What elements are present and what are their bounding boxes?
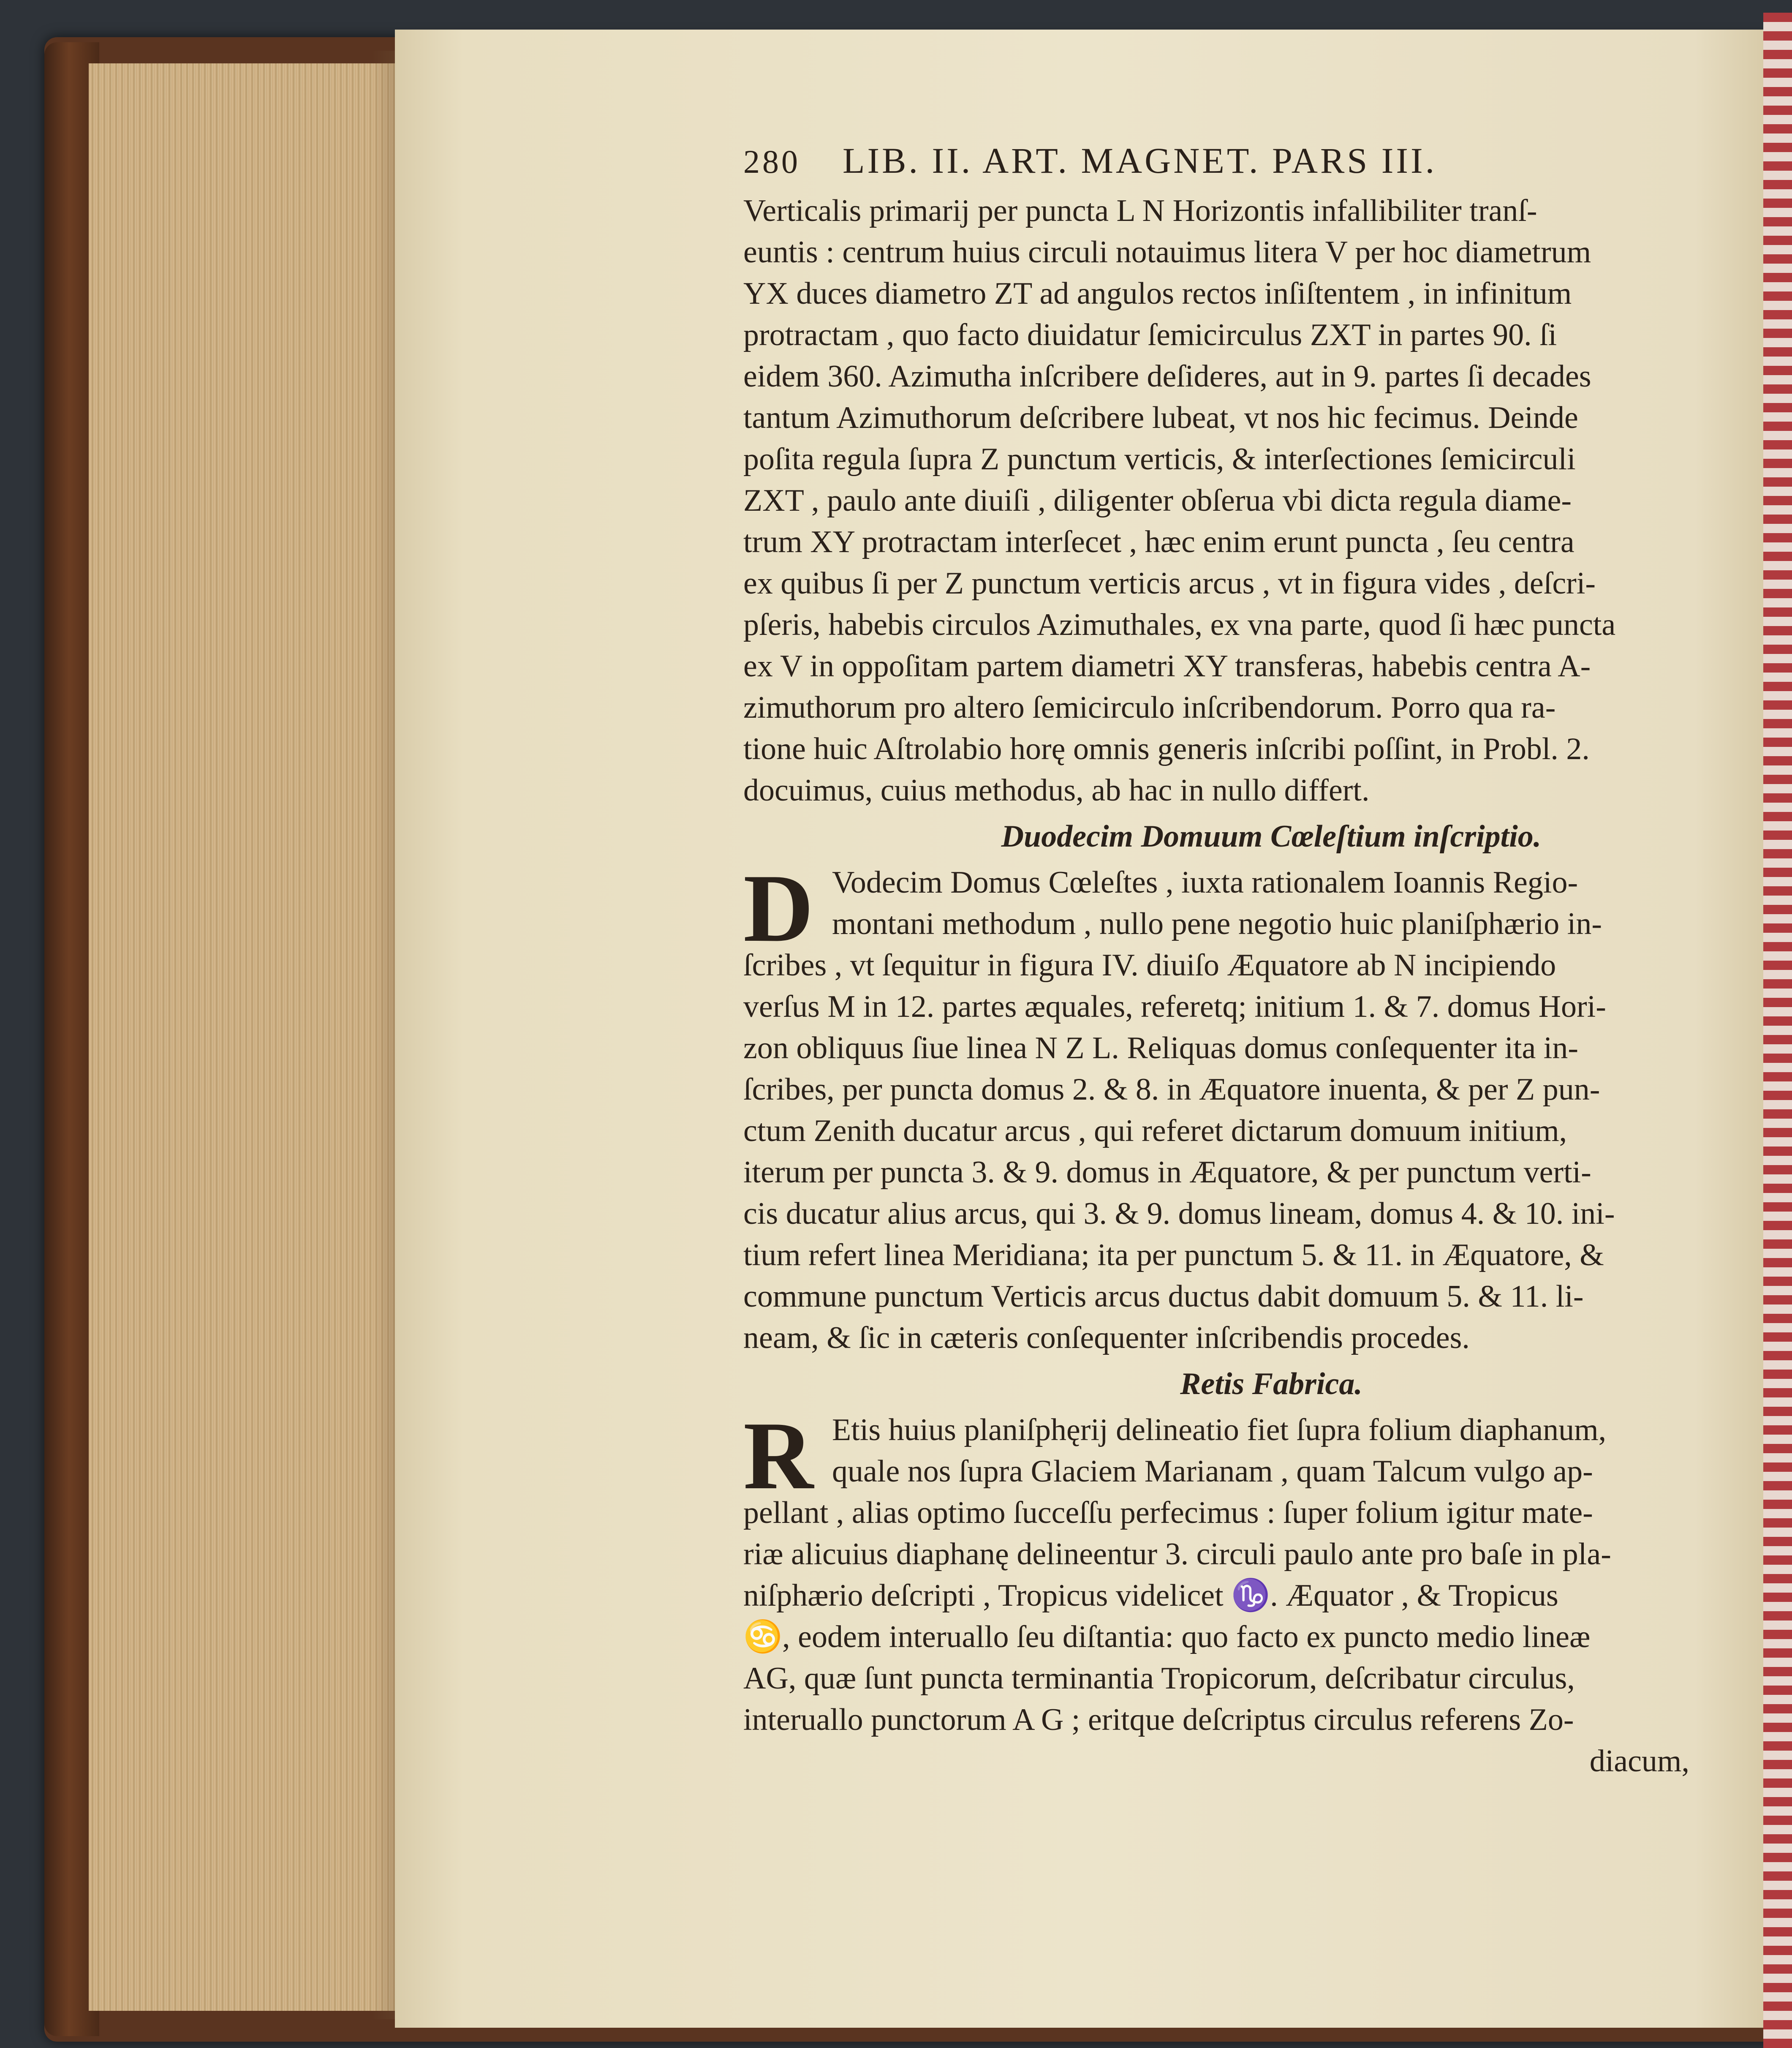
paragraph-1 <box>743 190 1715 811</box>
text-line: ex V in oppoſitam partem diametri XY transferas, habebis centra A- <box>743 649 1591 684</box>
text-line: montani methodum , nullo pene negotio huic planiſphærio in- <box>832 907 1602 941</box>
text-line: quale nos ſupra Glaciem Marianam , quam Talcum vulgo ap- <box>832 1454 1593 1489</box>
text-line: verſus M in 12. partes æquales, referetq; initium 1. & 7. domus Hori- <box>743 989 1606 1024</box>
facing-page-edge <box>1763 13 1792 2048</box>
text-line: euntis : centrum huius circuli notauimus litera V per hoc diametrum <box>743 235 1591 270</box>
text-line: AG, quæ ſunt puncta terminantia Tropicorum, deſcribatur circulus, <box>743 1661 1575 1696</box>
text-line: riæ alicuius diaphanę delineentur 3. circuli paulo ante pro baſe in pla- <box>743 1537 1611 1571</box>
text-line: ſcribes, per puncta domus 2. & 8. in Æquatore inuenta, & per Z pun- <box>743 1072 1600 1107</box>
catchword: diacum, <box>1589 1744 1689 1778</box>
text-line: YX duces diametro ZT ad angulos rectos inſiſtentem , in infinitum <box>743 276 1572 311</box>
text-line: tantum Azimuthorum deſcribere lubeat, vt nos hic fecimus. Deinde <box>743 400 1578 435</box>
text-line: eidem 360. Azimutha inſcribere deſideres, aut in 9. partes ſi decades <box>743 359 1591 394</box>
paragraph-2 <box>743 854 1715 1359</box>
page-number: 280 <box>743 143 800 180</box>
text-line: ſcribes , vt ſequitur in figura IV. diuiſo Æquatore ab N incipiendo <box>743 948 1556 983</box>
section-heading-domuum: Duodecim Domuum Cœleſtium inſcriptio. <box>1001 819 1542 854</box>
running-head-title: LIB. II. ART. MAGNET. PARS III. <box>843 140 1437 181</box>
text-line: zon obliquus ſiue linea N Z L. Reliquas domus conſequenter ita in- <box>743 1031 1579 1065</box>
text-line: Etis huius planiſphęrij delineatio fiet ſupra folium diaphanum, <box>832 1413 1607 1447</box>
text-line: docuimus, cuius methodus, ab hac in nullo differt. <box>743 773 1370 808</box>
text-line: pſeris, habebis circulos Azimuthales, ex vna parte, quod ſi hæc puncta <box>743 607 1616 642</box>
text-line: pellant , alias optimo ſucceſſu perfecimus : ſuper folium igitur mate- <box>743 1495 1593 1530</box>
drop-cap-d: D <box>743 854 814 962</box>
text-line: cis ducatur alius arcus, qui 3. & 9. domus lineam, domus 4. & 10. ini- <box>743 1196 1615 1231</box>
text-line: neam, & ſic in cæteris conſequenter inſcribendis procedes. <box>743 1321 1470 1355</box>
page-block-edges <box>89 63 406 2011</box>
text-line: tium refert linea Meridiana; ita per punctum 5. & 11. in Æquatore, & <box>743 1238 1604 1272</box>
text-line: zimuthorum pro altero ſemicirculo inſcribendorum. Porro qua ra- <box>743 690 1556 725</box>
text-line: ex quibus ſi per Z punctum verticis arcus , vt in figura vides , deſcri- <box>743 566 1596 601</box>
text-line: ZXT , paulo ante diuiſi , diligenter obſerua vbi dicta regula diame- <box>743 483 1572 518</box>
text-line: protractam , quo facto diuidatur ſemicirculus ZXT in partes 90. ſi <box>743 318 1557 352</box>
running-head <box>743 139 1715 190</box>
text-line: trum XY protractam interſecet , hæc enim erunt puncta , ſeu centra <box>743 525 1574 559</box>
text-line: ctum Zenith ducatur arcus , qui referet dictarum domuum initium, <box>743 1114 1567 1148</box>
text-line: Vodecim Domus Cœleſtes , iuxta rationalem Ioannis Regio- <box>832 865 1578 900</box>
page-text <box>743 139 1715 1782</box>
text-line: poſita regula ſupra Z punctum verticis, & interſectiones ſemicirculi <box>743 442 1576 477</box>
text-line: ♋, eodem interuallo ſeu diſtantia: quo facto ex puncto medio lineæ <box>743 1620 1591 1654</box>
text-line: niſphærio deſcripti , Tropicus videlicet ♑. Æquator , & Tropicus <box>743 1578 1558 1613</box>
text-line: Verticalis primarij per puncta L N Horizontis infallibiliter tranſ- <box>743 193 1537 228</box>
drop-cap-r: R <box>743 1402 814 1509</box>
text-line: commune punctum Verticis arcus ductus dabit domuum 5. & 11. li- <box>743 1279 1584 1314</box>
text-line: tione huic Aſtrolabio horę omnis generis inſcribi poſſint, in Probl. 2. <box>743 732 1590 766</box>
text-line: interuallo punctorum A G ; eritque deſcriptus circulus referens Zo- <box>743 1702 1574 1737</box>
text-line: iterum per puncta 3. & 9. domus in Æquatore, & per punctum verti- <box>743 1155 1591 1190</box>
section-heading-retis: Retis Fabrica. <box>1180 1367 1362 1401</box>
paragraph-3 <box>743 1402 1715 1782</box>
